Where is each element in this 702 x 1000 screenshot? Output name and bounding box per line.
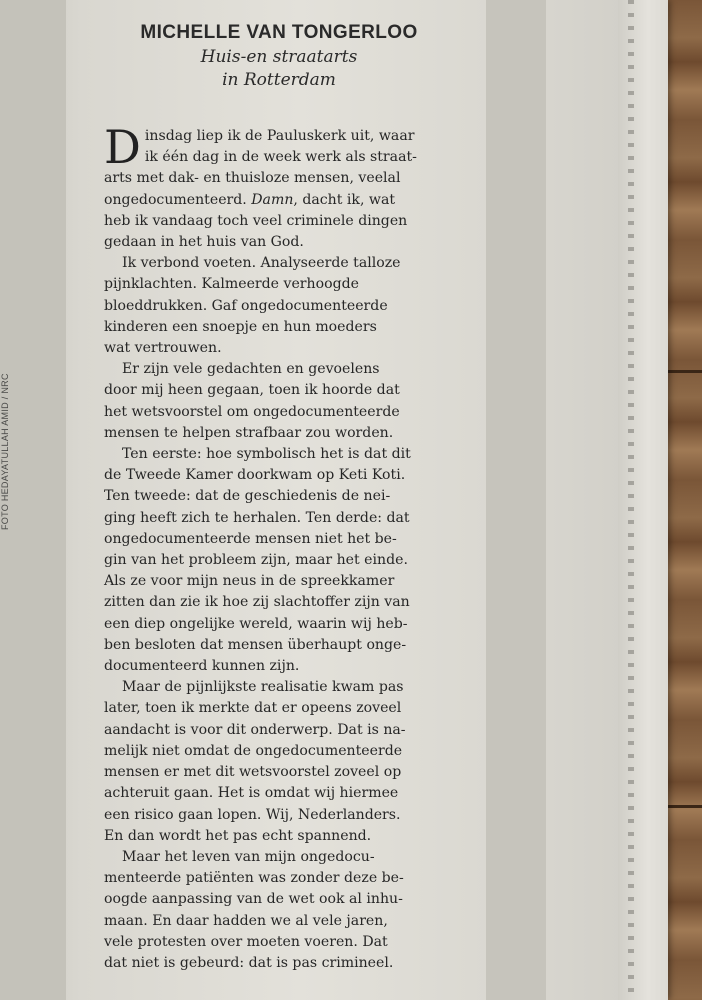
author-name: MICHELLE VAN TONGERLOO bbox=[140, 22, 418, 43]
text-line: vele protesten over moeten voeren. Dat bbox=[104, 933, 388, 950]
text-line: een diep ongelijke wereld, waarin wij heb- bbox=[104, 615, 408, 632]
author-role-line: in Rotterdam bbox=[222, 70, 336, 90]
text-line: mensen er met dit wetsvoorstel zoveel op bbox=[104, 764, 402, 781]
photo-credit: FOTO HEDAYATULLAH AMID / NRC bbox=[0, 373, 10, 530]
paragraph-6 bbox=[104, 847, 454, 974]
paragraph-2 bbox=[104, 253, 454, 359]
text-line: melijk niet omdat de ongedocumenteerde bbox=[104, 742, 403, 759]
text-line: Ten tweede: dat de geschiedenis de nei- bbox=[104, 488, 391, 505]
text-line: dat niet is gebeurd: dat is pas crimineel. bbox=[104, 954, 394, 971]
paper-edge bbox=[618, 0, 668, 1000]
text-line: documenteerd kunnen zijn. bbox=[104, 658, 300, 675]
text-line bbox=[104, 190, 454, 211]
text-line: maan. En daar hadden we al vele jaren, bbox=[104, 912, 388, 929]
drop-cap: D bbox=[104, 120, 141, 174]
text-line: ben besloten dat mensen überhaupt onge- bbox=[104, 636, 407, 653]
text-line: later, toen ik merkte dat er opeens zoveel bbox=[104, 700, 402, 717]
text-line: een risico gaan lopen. Wij, Nederlanders. bbox=[104, 806, 401, 823]
text-line: En dan wordt het pas echt spannend. bbox=[104, 827, 372, 844]
paragraph-1 bbox=[104, 120, 454, 253]
text-line: kinderen een snoepje en hun moeders bbox=[104, 318, 377, 335]
text-line: Maar de pijnlijkste realisatie kwam pas bbox=[122, 679, 404, 696]
text-line: menteerde patiënten was zonder deze be- bbox=[104, 870, 404, 887]
text-line: oogde aanpassing van de wet ook al inhu- bbox=[104, 891, 403, 908]
perforated-edge bbox=[628, 0, 634, 1000]
text-line: pijnklachten. Kalmeerde verhoogde bbox=[104, 276, 359, 293]
author-role-line: Huis-en straatarts bbox=[200, 47, 358, 67]
text-line: heb ik vandaag toch veel criminele dingen bbox=[104, 212, 408, 229]
text-line: Ten eerste: hoe symbolisch het is dat dit bbox=[122, 446, 411, 463]
text-line: bloeddrukken. Gaf ongedocumenteerde bbox=[104, 297, 388, 314]
text-line: het wetsvoorstel om ongedocumenteerde bbox=[104, 403, 400, 420]
opinion-column bbox=[104, 22, 454, 974]
text-line: gedaan in het huis van God. bbox=[104, 234, 304, 251]
paragraph-4 bbox=[104, 444, 454, 677]
author-role bbox=[104, 46, 454, 92]
text-line: insdag liep ik de Pauluskerk uit, waar bbox=[144, 128, 415, 144]
text-line: ik één dag in de week werk als straat- bbox=[144, 149, 417, 166]
text-line: aandacht is voor dit onderwerp. Dat is na- bbox=[104, 721, 406, 738]
text-line: wat vertrouwen. bbox=[104, 340, 222, 357]
text-line: Er zijn vele gedachten en gevoelens bbox=[122, 361, 380, 378]
text-line: de Tweede Kamer doorkwam op Keti Koti. bbox=[104, 467, 406, 484]
text-run: ongedocumenteerd. bbox=[104, 191, 252, 208]
text-run: , dacht ik, wat bbox=[293, 191, 396, 208]
paragraph-5 bbox=[104, 677, 454, 847]
text-line: achteruit gaan. Het is omdat wij hiermee bbox=[104, 785, 399, 802]
text-line: gin van het probleem zijn, maar het einde. bbox=[104, 552, 408, 569]
right-column-shade bbox=[486, 0, 546, 1000]
text-line: Maar het leven van mijn ongedocu- bbox=[122, 848, 375, 865]
text-line: Als ze voor mijn neus in de spreekkamer bbox=[104, 573, 395, 590]
article-body bbox=[104, 120, 454, 974]
paragraph-3 bbox=[104, 359, 454, 444]
text-line: arts met dak- en thuisloze mensen, veelal bbox=[104, 170, 401, 187]
text-line: ging heeft zich te herhalen. Ten derde: dat bbox=[104, 509, 410, 526]
text-line: door mij heen gegaan, toen ik hoorde dat bbox=[104, 382, 400, 399]
text-line: ongedocumenteerde mensen niet het be- bbox=[104, 530, 397, 547]
text-line: zitten dan zie ik hoe zij slachtoffer zijn van bbox=[104, 594, 410, 611]
text-line: Ik verbond voeten. Analyseerde talloze bbox=[122, 255, 401, 272]
italic-word: Damn bbox=[251, 191, 294, 208]
text-line: mensen te helpen strafbaar zou worden. bbox=[104, 424, 394, 441]
